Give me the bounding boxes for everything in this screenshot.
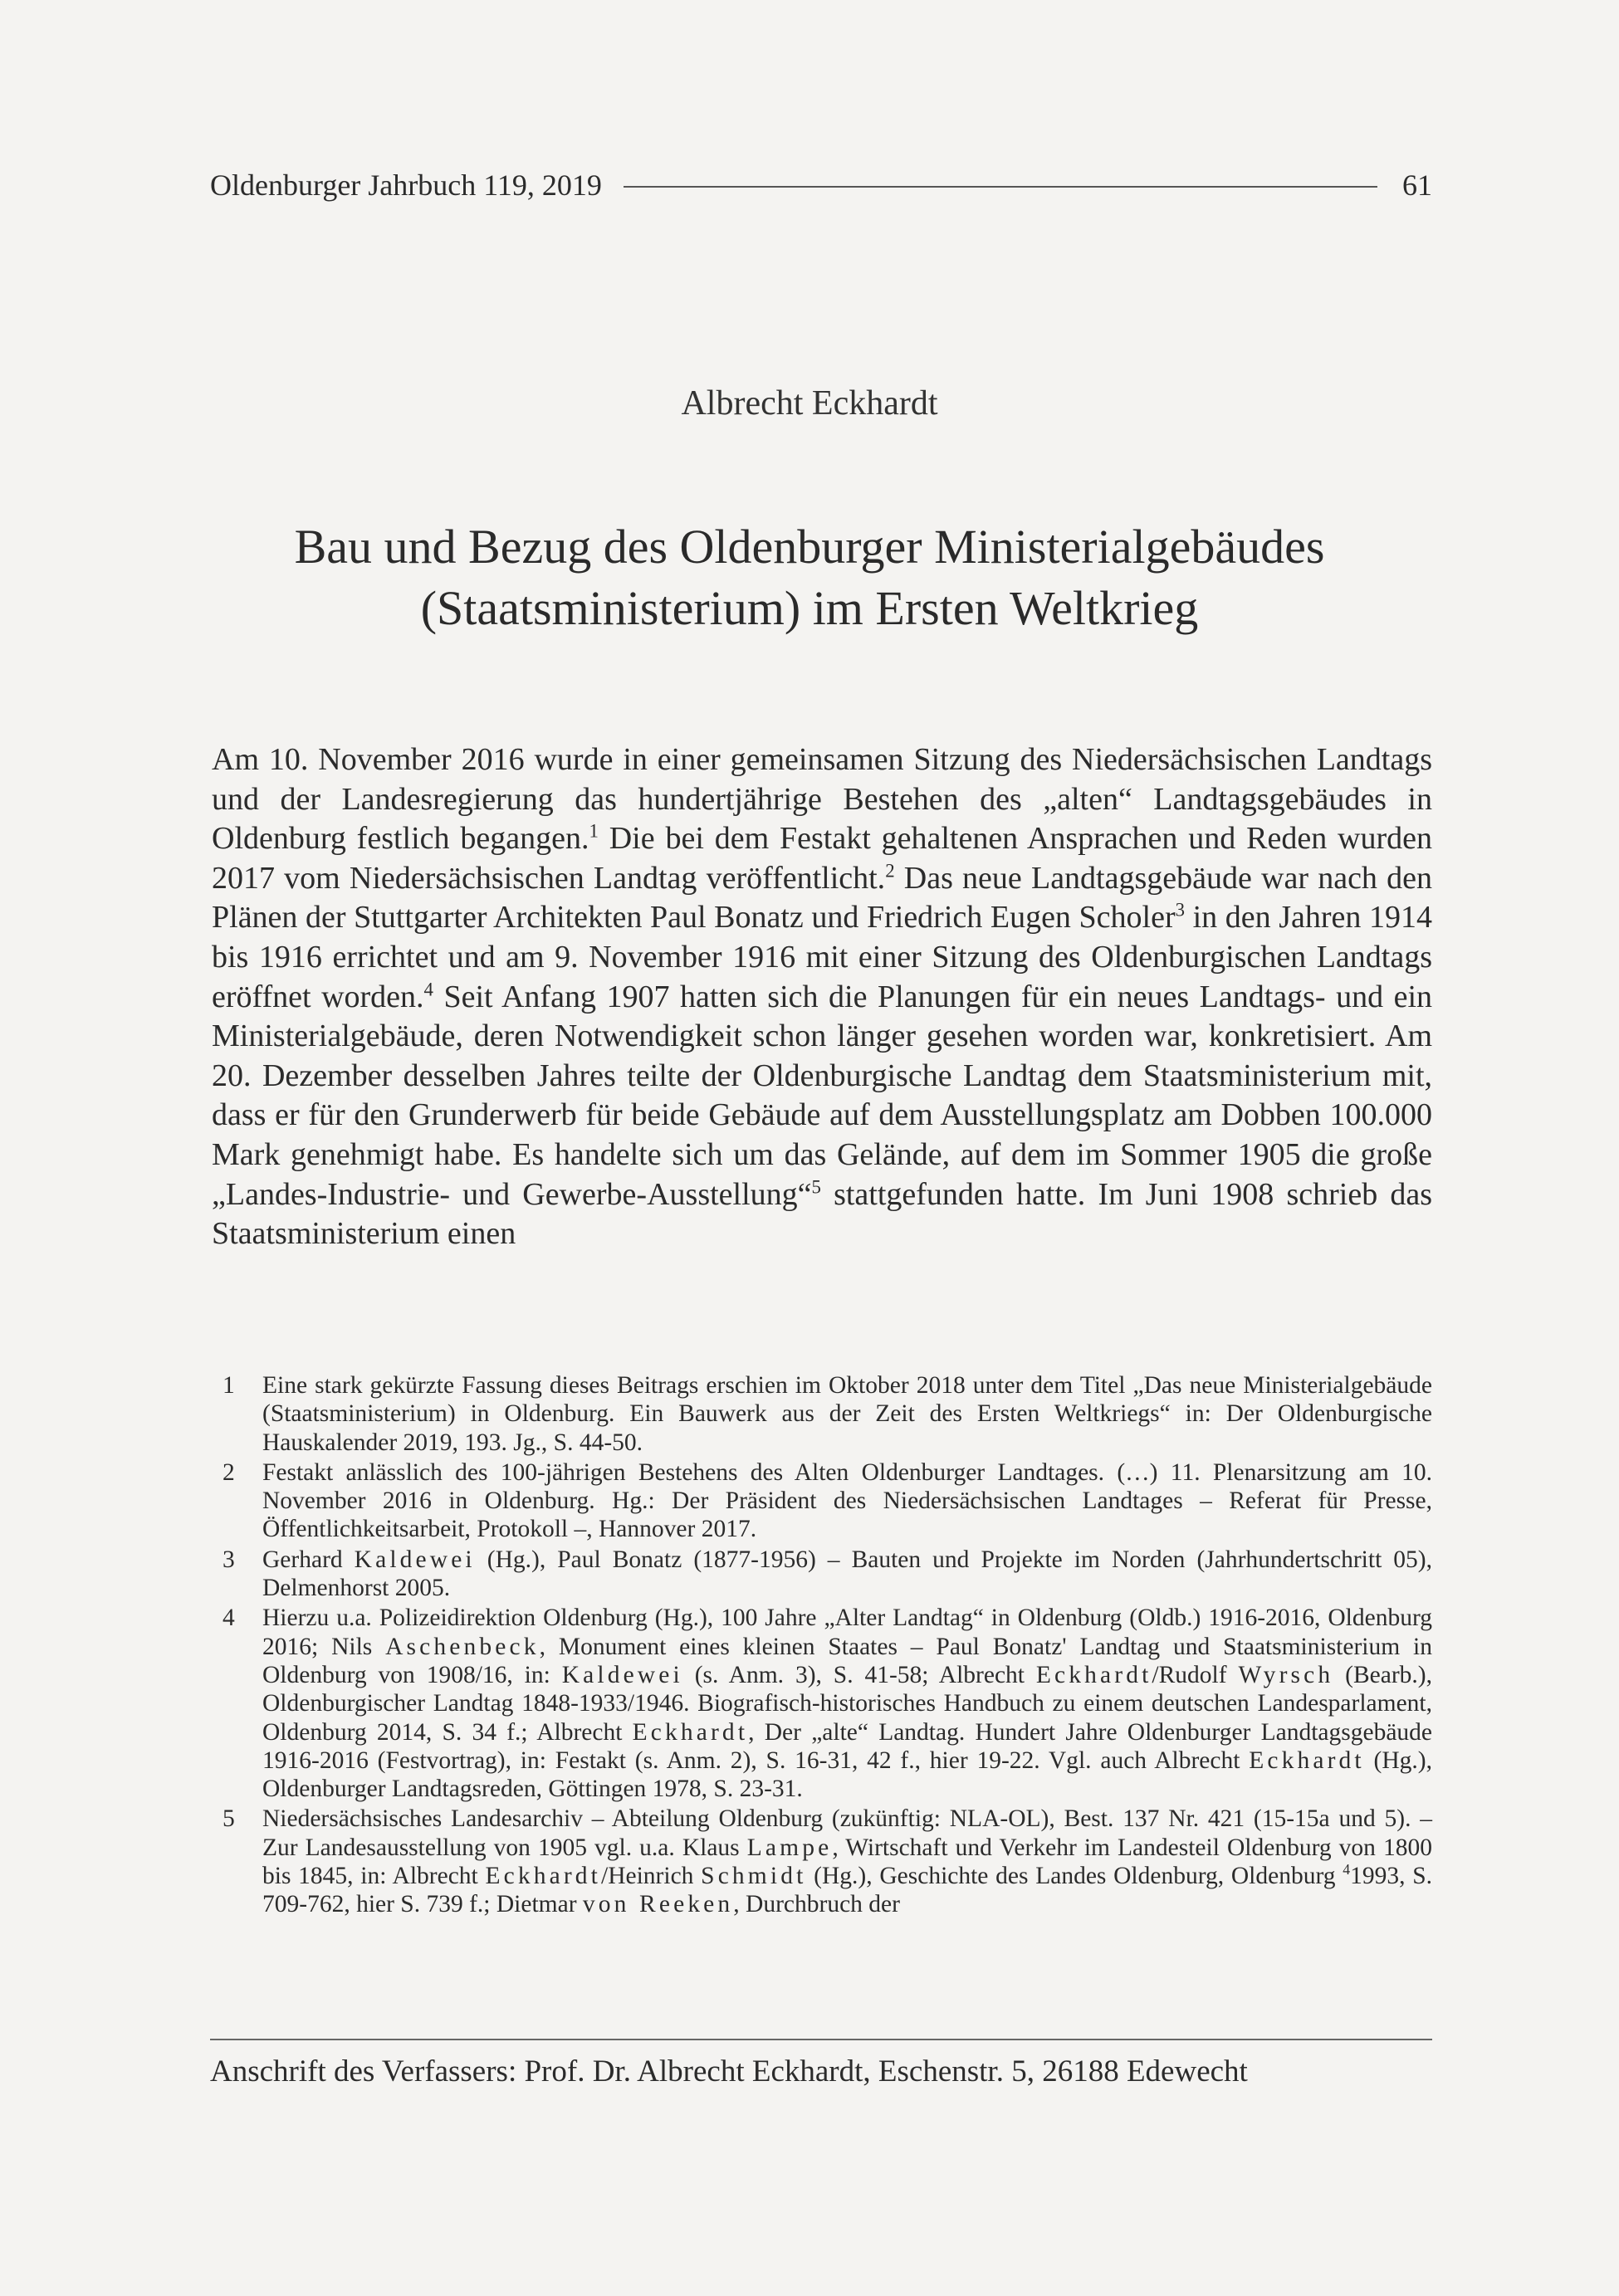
fn-segment: Gerhard [262, 1546, 355, 1573]
fn-segment: , Der „alte“ Landtag. Hundert Jahre Oldenburger Landtagsgebäude 1916-2016 (Festvortrag), in: Festakt (s. Anm. 2), S. 16-31, 42 f., hier 19-22. Vgl. auch Albrecht [262, 1718, 1433, 1774]
footnote-number: 2 [223, 1458, 235, 1486]
fn-segment: , Wirtschaft und Verkehr im Landesteil Oldenburg von 1800 bis 1845, in: Albrecht [262, 1834, 1433, 1890]
footnote-ref-5[interactable]: 5 [811, 1175, 821, 1197]
header-rule [624, 186, 1377, 188]
body-text-1: Am 10. November 2016 wurde in einer gemeinsamen Sitzung des Niedersächsischen Landtags und der Landesregierung das hundertjährige Bestehen des „alten“ Landtagsgebäudes in Oldenburg festlich begangen. [212, 742, 1432, 857]
footnote-3 [223, 1546, 1432, 1603]
fn-segment: (Hg.), Geschichte des Landes Oldenburg, Oldenburg [806, 1863, 1343, 1890]
footnote-5 [223, 1805, 1432, 1918]
footnotes [223, 1371, 1432, 1921]
fn-segment: 1993, S. 709-762, hier S. 739 f.; Dietmar [262, 1863, 1433, 1918]
footnote-number: 5 [223, 1805, 235, 1833]
title-line-1: Bau und Bezug des Oldenburger Ministerialgebäudes [294, 520, 1325, 574]
author-surname: Eckhardt [1035, 1661, 1152, 1688]
author-address: Anschrift des Verfassers: Prof. Dr. Albrecht Eckhardt, Eschenstr. 5, 26188 Edewecht [210, 2054, 1248, 2088]
footnote-ref-2[interactable]: 2 [885, 860, 895, 882]
body-text-2: Die bei dem Festakt gehaltenen Ansprachen und Reden wurden 2017 vom Niedersächsischen Landtag veröffentlicht. [212, 821, 1433, 896]
article-title [0, 516, 1619, 639]
fn-segment: (Hg.), Oldenburger Landtagsreden, Göttingen 1978, S. 23-31. [262, 1746, 1433, 1803]
author-surname: Eckhardt [485, 1863, 602, 1890]
fn-segment: (s. Anm. 3), S. 41-58; Albrecht [682, 1661, 1036, 1688]
body-text-4: in den Jahren 1914 bis 1916 errichtet und am 9. November 1916 mit einer Sitzung des Oldenburgischen Landtags eröffnet worden. [212, 900, 1432, 1014]
fn-segment: /Rudolf [1152, 1661, 1239, 1688]
title-line-2: (Staatsministerium) im Ersten Weltkrieg [420, 581, 1199, 635]
footnote-text: Eine stark gekürzte Fassung dieses Beitrags erschien im Oktober 2018 unter dem Titel „Das neue Ministerialgebäude (Staatsministerium) in Oldenburg. Ein Bauwerk aus der Zeit des Ersten Weltkriegs“ in: Der Oldenburgische Hauskalender 2019, 193. Jg., S. 44-50. [262, 1372, 1432, 1456]
address-rule [210, 2039, 1432, 2040]
footnote-text: Festakt anlässlich des 100-jährigen Bestehens des Alten Oldenburger Landtages. (…) 11. Plenarsitzung am 10. November 2016 in Oldenburg. Hg.: Der Präsident des Niedersächsischen Landtages – Referat für Presse, Öffentlichkeitsarbeit, Protokoll –, Hannover 2017. [262, 1458, 1432, 1543]
author-surname: Kaldewei [561, 1661, 683, 1688]
author-surname: Schmidt [701, 1863, 807, 1890]
page-number: 61 [1402, 169, 1432, 202]
author-name: Albrecht Eckhardt [681, 384, 938, 423]
footnote-2 [223, 1458, 1432, 1544]
body-paragraph [212, 740, 1432, 1254]
footnote-1 [223, 1371, 1432, 1457]
fn-segment: (Hg.), Paul Bonatz (1877-1956) – Bauten und Projekte im Norden (Jahrhundertschritt 05), Delmenhorst 2005. [262, 1546, 1432, 1602]
footnote-ref-1[interactable]: 1 [589, 820, 599, 842]
footnote-ref-4[interactable]: 4 [423, 978, 433, 999]
fn-segment: (Bearb.), Oldenburgischer Landtag 1848-1933/1946. Biografisch-historisches Handbuch zu einem deutschen Landesparlament, Oldenburg 2014, S. 34 f.; Albrecht [262, 1661, 1432, 1746]
author-surname: Eckhardt [632, 1718, 749, 1746]
body-text-3: Das neue Landtagsgebäude war nach den Plänen der Stuttgarter Architekten Paul Bonatz und Friedrich Eugen Scholer [212, 860, 1432, 935]
footnote-text [262, 1546, 1432, 1603]
footnote-4 [223, 1604, 1432, 1803]
body-text-6: stattgefunden hatte. Im Juni 1908 schrieb das Staatsministerium einen [212, 1176, 1432, 1252]
footnote-text [262, 1805, 1432, 1918]
author-surname: Eckhardt [1249, 1746, 1365, 1774]
footnote-text [262, 1604, 1432, 1803]
edition-superscript: 4 [1343, 1861, 1351, 1878]
body-text-5: Seit Anfang 1907 hatten sich die Planungen für ein neues Landtags- und ein Ministerialgebäude, deren Notwendigkeit schon länger gesehen worden war, konkretisiert. Am 20. Dezember desselben Jahres teilte der Oldenburgische Landtag dem Staatsministerium mit, dass er für den Grunderwerb für beide Gebäude auf dem Ausstellungsplatz am Dobben 100.000 Mark genehmigt habe. Es handelte sich um das Gelände, auf dem im Sommer 1905 die große „Landes-Industrie- und Gewerbe-Ausstellung“ [212, 979, 1433, 1212]
footnote-ref-3[interactable]: 3 [1175, 899, 1186, 921]
author-surname: Kaldewei [354, 1546, 476, 1573]
fn-segment: Hierzu u.a. Polizeidirektion Oldenburg (Hg.), 100 Jahre „Alter Landtag“ in Oldenburg (Oldb.) 1916-2016, Oldenburg 2016; Nils [262, 1605, 1432, 1660]
fn-segment: , Durchbruch der [733, 1891, 900, 1918]
footnote-number: 3 [223, 1546, 235, 1573]
running-head [210, 164, 1432, 206]
author-surname: Wyrsch [1238, 1661, 1334, 1688]
footnote-number: 1 [223, 1372, 235, 1399]
author-surname: Lampe [746, 1834, 833, 1861]
footnote-number: 4 [223, 1605, 235, 1632]
fn-segment: /Heinrich [601, 1863, 702, 1890]
fn-segment: , Monument eines kleinen Staates – Paul Bonatz' Landtag und Staatsministerium in Oldenburg von 1908/16, in: [262, 1633, 1432, 1688]
fn-segment: Niedersächsisches Landesarchiv – Abteilung Oldenburg (zukünftig: NLA-OL), Best. 137 Nr. 421 (15-15a und 5). – Zur Landesausstellung von 1905 vgl. u.a. Klaus [262, 1805, 1432, 1861]
author-surname: Aschenbeck [385, 1633, 540, 1660]
author-surname: von Reeken [582, 1891, 734, 1918]
journal-title: Oldenburger Jahrbuch 119, 2019 [210, 169, 602, 202]
